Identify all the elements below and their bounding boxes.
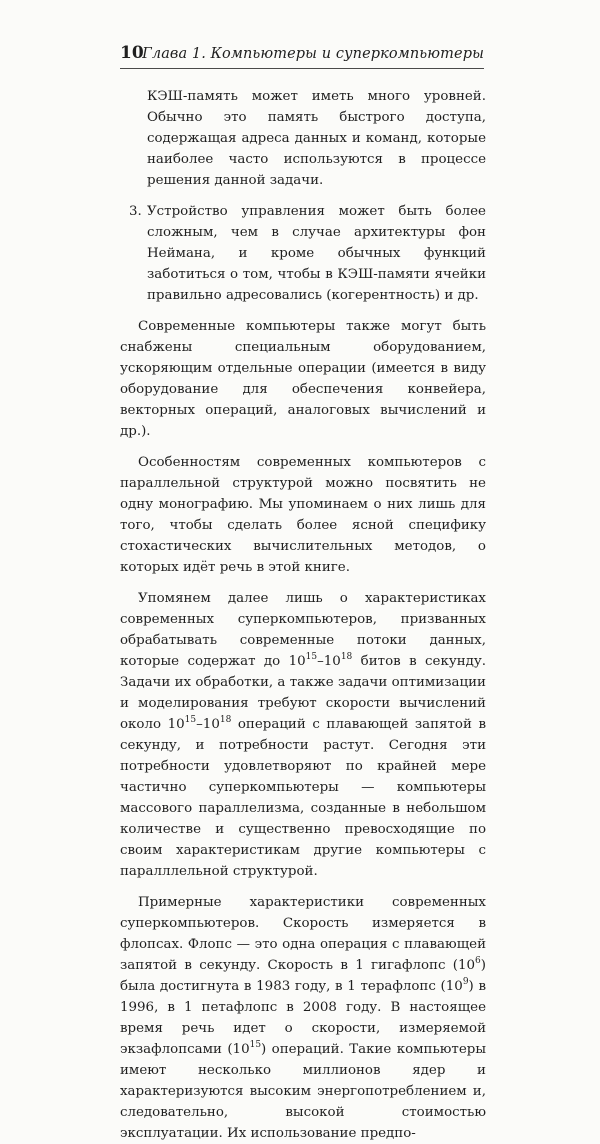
paragraph (120, 892, 486, 1144)
exponent: 6 (475, 955, 481, 966)
page-number: 10 (120, 43, 144, 63)
text-run: Примерные характеристики современных суперкомпьютеров. Скорость измеряется в флопсах. Флопс — это одна операция с плавающей запятой в секунду. Скорость в 1 гигафлопс (10 (120, 895, 486, 973)
list-item-number: 3. (129, 204, 142, 219)
text-run: –10 (196, 717, 220, 732)
paragraph: Особенностям современных компьютеров с параллельной структурой можно посвятить не одну монографию. Мы упоминаем о них лишь для того, чтобы сделать более ясной специфику стохастических вычислительных методов, о которых идёт речь в этой книге. (120, 455, 486, 575)
exponent: 9 (462, 976, 469, 987)
text-run: операций с плавающей запятой в секунду, и потребности растут. Сегодня эти потребности удовлетворяют по крайней мере частично суперкомпьютеры — компьютеры массового параллелизма, созданные в небольшом количестве и существенно превосходящие по своим характеристикам другие компьютеры с паралллельной структурой. (120, 717, 486, 879)
page-body (120, 86, 486, 1144)
exponent: 15 (305, 651, 318, 662)
text-run: Упомянем далее лишь о характеристиках современных суперкомпьютеров, призванных обрабатывать современные потоки данных, которые содержат до 10 (120, 591, 486, 669)
chapter-title: Глава 1. Компьютеры и суперкомпьютеры (142, 46, 484, 62)
exponent: 18 (340, 651, 353, 662)
exponent: 15 (184, 714, 197, 725)
list-item-continuation (120, 86, 486, 191)
list-item-text: Устройство управления может быть более сложным, чем в случае архитектуры фон Неймана, и кроме обычных функций заботиться о том, чтобы в КЭШ-памяти ячейки правильно адресовались (когерентность) и др. (147, 204, 486, 303)
text-run: ) операций. Такие компьютеры имеют несколько миллионов ядер и характеризуются высоким энергопотреблением и, следовательно, высокой стоимостью эксплуатации. Их использование предпо- (120, 1042, 486, 1141)
exponent: 18 (219, 714, 232, 725)
text-run: ) была достигнута в 1983 году, в 1 терафлопс (10 (120, 958, 486, 994)
text-run: битов в секунду. Задачи их обработки, а также задачи оптимизации и моделирования требуют скорости вычислений около 10 (120, 654, 487, 732)
paragraph: Современные компьютеры также могут быть снабжены специальным оборудованием, ускоряющим отдельные операции (имеется в виду оборудование для обеспечения конвейера, векторных операций, аналоговых вычислений и др.). (120, 319, 486, 439)
continuation-text: КЭШ-память может иметь много уровней. Обычно это память быстрого доступа, содержащая адреса данных и команд, которые наиболее часто используются в процессе решения данной задачи. (147, 89, 486, 188)
list-item (120, 201, 486, 306)
text-run: –10 (317, 654, 341, 669)
exponent: 15 (249, 1039, 262, 1050)
paragraph (120, 588, 486, 882)
text-run: ) в 1996, в 1 петафлопс в 2008 году. В настоящее время речь идет о скорости, измеряемой экзафлопсами (10 (120, 979, 486, 1057)
running-header (120, 42, 484, 69)
